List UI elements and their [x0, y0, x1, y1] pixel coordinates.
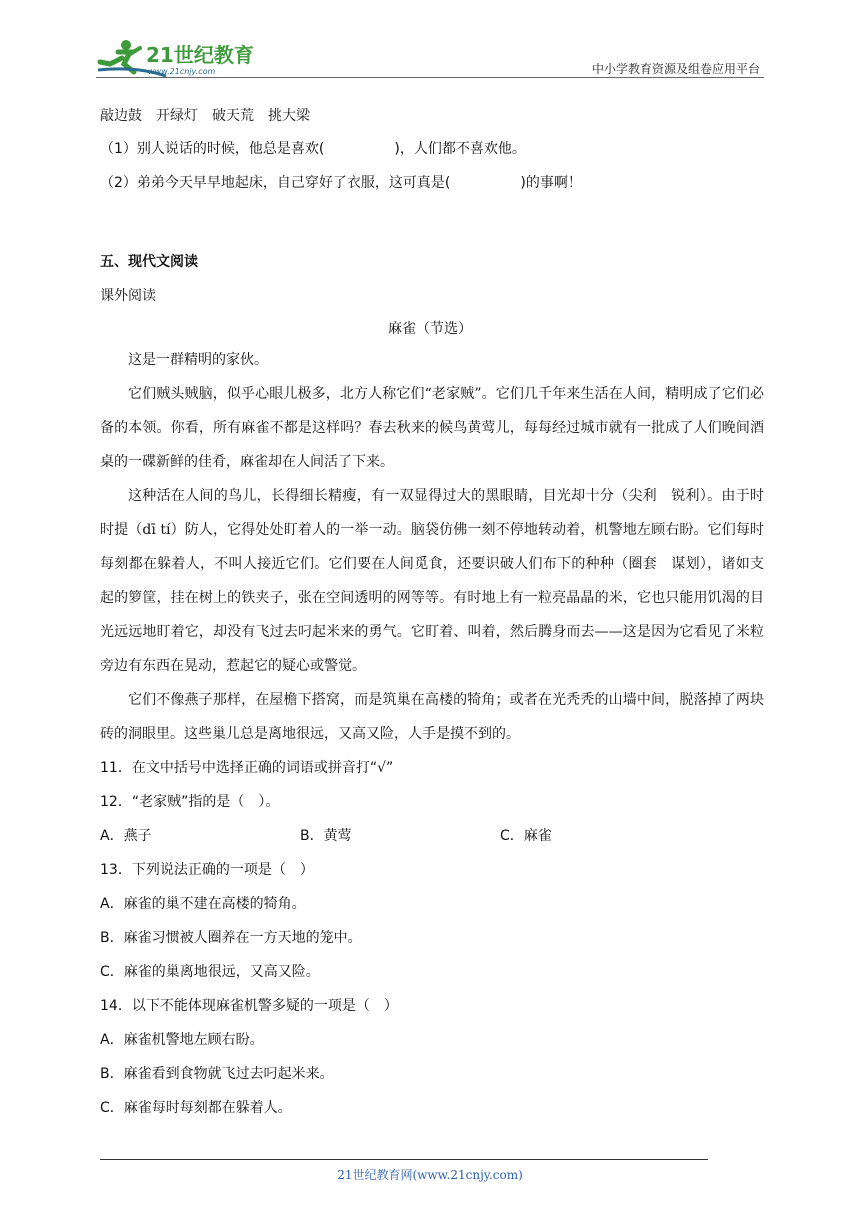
logo-text: 21世纪教育	[146, 43, 254, 67]
passage-paragraph-2: 它们贼头贼脑，似乎心眼儿极多，北方人称它们“老家贼”。它们几千年来生活在人间，精明成了它们必备的本领。你看，所有麻雀不都是这样吗？春去秋来的候鸟黄莺儿，每每经过城市就有一批成了人们晚间酒桌的一碟新鲜的佳肴，麻雀却在人间活了下来。	[100, 386, 764, 470]
q2-text-before: （2）弟弟今天早早地起床，自己穿好了衣服，这可真是(	[100, 175, 451, 191]
question-14: 14．以下不能体现麻雀机警多疑的一项是（ ）	[100, 998, 398, 1014]
q13-option-b[interactable]: B．麻雀习惯被人圈养在一方天地的笼中。	[100, 930, 362, 946]
q12-option-b[interactable]: B．黄莺	[300, 828, 352, 844]
logo-url: www.21cnjy.com	[148, 67, 216, 76]
idiom-question-1	[100, 139, 526, 159]
footer-link[interactable]: 21世纪教育网(www.21cnjy.com)	[337, 1168, 523, 1182]
section-subtitle: 课外阅读	[100, 288, 156, 304]
passage-paragraph-4: 它们不像燕子那样，在屋檐下搭窝，而是筑巢在高楼的犄角；或者在光秃秃的山墙中间，脱落掉了两块砖的洞眼里。这些巢儿总是离地很远，又高又险，人手是摸不到的。	[100, 692, 764, 742]
q13-option-a[interactable]: A．麻雀的巢不建在高楼的犄角。	[100, 896, 306, 912]
question-11: 11．在文中括号中选择正确的词语或拼音打“√”	[100, 760, 394, 776]
passage-title: 麻雀（节选）	[388, 321, 472, 337]
platform-title: 中小学教育资源及组卷应用平台	[591, 62, 760, 76]
q1-text-before: （1）别人说话的时候，他总是喜欢(	[100, 141, 325, 157]
header-divider	[96, 77, 764, 78]
question-13: 13．下列说法正确的一项是（ ）	[100, 862, 314, 878]
q14-option-b[interactable]: B．麻雀看到食物就飞过去叼起米来。	[100, 1066, 334, 1082]
q12-option-a[interactable]: A．燕子	[100, 828, 152, 844]
idiom-options: 敲边鼓 开绿灯 破天荒 挑大梁	[100, 108, 310, 124]
logo	[96, 36, 266, 80]
passage-paragraph-1: 这是一群精明的家伙。	[128, 352, 268, 368]
q14-option-a[interactable]: A．麻雀机警地左顾右盼。	[100, 1032, 264, 1048]
passage-paragraph-3: 这种活在人间的鸟儿，长得细长精瘦，有一双显得过大的黑眼睛，目光却十分（尖利 锐利）。由于时时提（dī tí）防人，它得处处盯着人的一举一动。脑袋仿佛一刻不停地转动着，机警地左顾右盼。它们每时每刻都在躲着人，不叫人接近它们。它们要在人间觅食，还要识破人们布下的种种（圈套 谋划），诸如支起的箩筐，挂在树上的铁夹子，张在空间透明的网等等。有时地上有一粒亮晶晶的米，它也只能用饥渴的目光远远地盯着它，却没有飞过去叼起米来的勇气。它盯着、叫着，然后腾身而去——这是因为它看见了米粒旁边有东西在晃动，惹起它的疑心或警觉。	[100, 488, 764, 674]
section-title: 五、现代文阅读	[100, 254, 198, 270]
q1-text-after: )，人们都不喜欢他。	[394, 141, 526, 157]
passage-body	[100, 343, 764, 751]
question-12: 12．“老家贼”指的是（ ）。	[100, 794, 280, 810]
q12-option-c[interactable]: C．麻雀	[500, 828, 552, 844]
footer-divider	[100, 1159, 708, 1160]
q14-option-c[interactable]: C．麻雀每时每刻都在躲着人。	[100, 1100, 292, 1116]
q2-text-after: )的事啊！	[520, 175, 582, 191]
idiom-question-2	[100, 173, 582, 193]
q13-option-c[interactable]: C．麻雀的巢离地很远，又高又险。	[100, 964, 320, 980]
logo-runner-icon	[96, 36, 266, 80]
